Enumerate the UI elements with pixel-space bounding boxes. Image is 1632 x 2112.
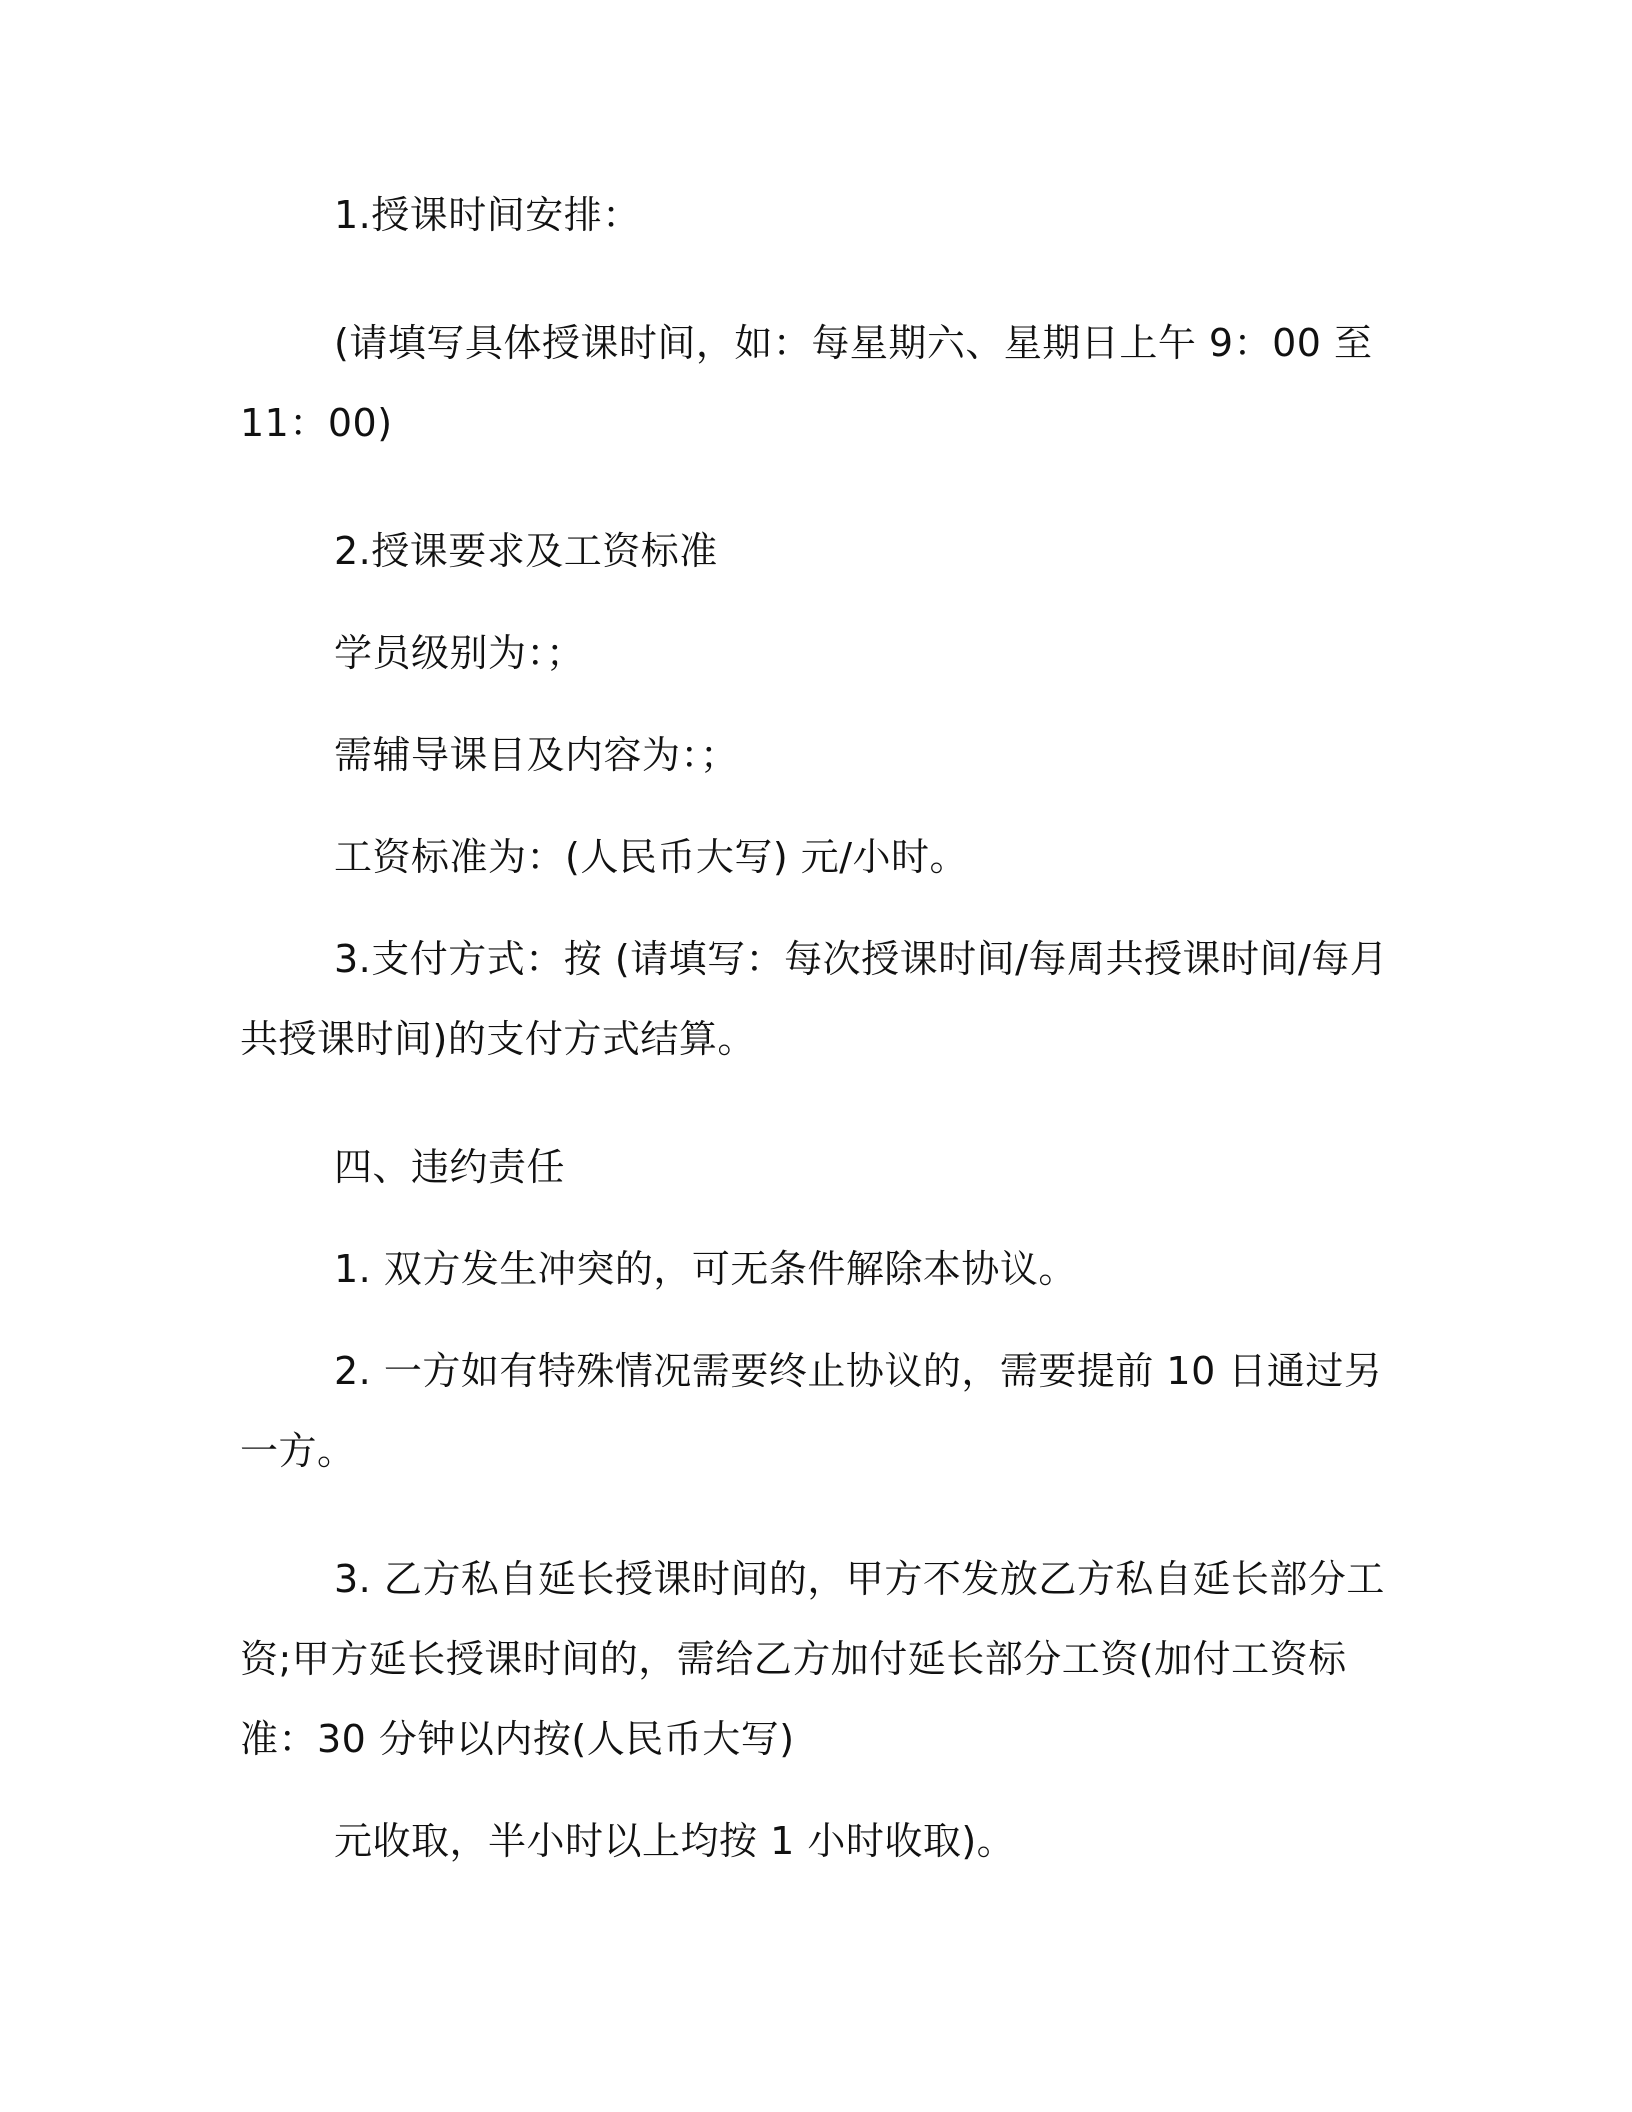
paragraph-schedule-heading: 1.授课时间安排： (334, 193, 641, 237)
paragraph-payment-method: 3.支付方式：按 (请填写：每次授课时间/每周共授课时间/每月共授课时间)的支付方式结算。 (240, 937, 1389, 1061)
paragraph-requirements-heading: 2.授课要求及工资标准 (334, 529, 718, 573)
paragraph-student-level: 学员级别为：； (334, 631, 585, 675)
paragraph-breach-1: 1. 双方发生冲突的，可无条件解除本协议。 (334, 1247, 1077, 1291)
paragraph-breach-2: 2. 一方如有特殊情况需要终止协议的，需要提前 10 日通过另一方。 (240, 1349, 1383, 1473)
paragraph-schedule-note: (请填写具体授课时间，如：每星期六、星期日上午 9：00 至 11：00) (240, 321, 1373, 445)
section-heading-breach-liability: 四、违约责任 (334, 1145, 566, 1189)
document-body (240, 175, 1390, 1881)
paragraph-breach-3-continued: 元收取，半小时以上均按 1 小时收取)。 (334, 1819, 1016, 1863)
paragraph-wage-standard: 工资标准为：(人民币大写) 元/小时。 (334, 835, 969, 879)
paragraph-subjects: 需辅导课目及内容为：； (334, 733, 739, 777)
paragraph-breach-3: 3. 乙方私自延长授课时间的，甲方不发放乙方私自延长部分工资;甲方延长授课时间的，需给乙方加付延长部分工资(加付工资标准：30 分钟以内按(人民币大写) (240, 1557, 1385, 1761)
